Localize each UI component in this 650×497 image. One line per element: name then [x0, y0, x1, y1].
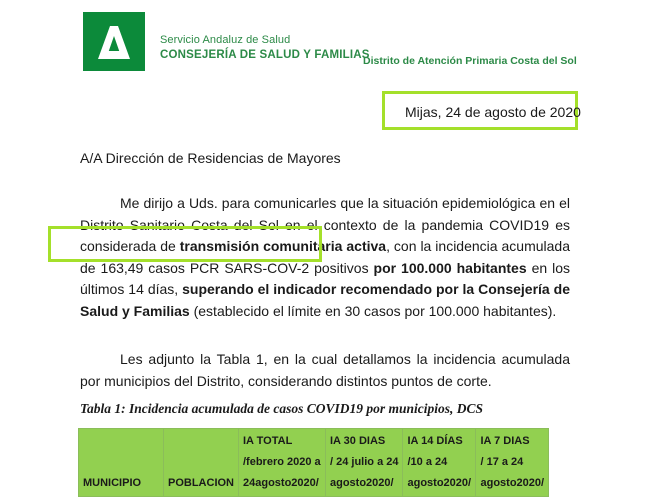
junta-andalucia-logo — [83, 12, 145, 71]
header-ia-30: IA 30 DIAS / 24 julio a 24 agosto2020/ — [326, 429, 403, 497]
logo-a-icon — [83, 12, 145, 71]
header-ia-total: IA TOTAL /febrero 2020 a 24agosto2020/ — [239, 429, 326, 497]
p1-text-2: , con la incidencia acumulada de 163,49 casos PCR SARS-COV-2 positivos — [80, 238, 570, 276]
table-header-row — [79, 429, 549, 497]
p1-text-4: (establecido el límite en 30 casos por 100.000 habitantes). — [189, 302, 557, 319]
p1-bold-3: superando el indicador recomendado por la Consejería de Salud y Familias — [80, 281, 570, 319]
p1-text-3: en los últimos 14 días, — [80, 259, 571, 297]
header-poblacion: POBLACION — [164, 429, 239, 497]
p1-bold-1: transmisión comunitaria activa — [179, 238, 387, 254]
header-ia-7: IA 7 DIAS / 17 a 24 agosto2020/ — [476, 429, 549, 497]
phrase-highlight-box — [48, 226, 322, 262]
p1-bold-2: por 100.000 habitantes — [373, 259, 527, 276]
district-name: Distrito de Atención Primaria Costa del Sol — [363, 55, 577, 67]
p1-text-1: Me dirijo a Uds. para comunicarles que la situación epidemiológica en el Distrito Sanitario Costa del Sol en el contexto de la pandemia COVID19 es considerada de — [80, 195, 570, 254]
header-ia-14: IA 14 DÍAS /10 a 24 agosto2020/ — [403, 429, 476, 497]
letter-addressee: A/A Dirección de Residencias de Mayores — [80, 150, 341, 166]
table-title: Tabla 1: Incidencia acumulada de casos COVID19 por municipios, DCS — [80, 401, 484, 416]
letter-date: Mijas, 24 de agosto de 2020 — [405, 104, 581, 120]
paragraph-2: Les adjunto la Tabla 1, en la cual detallamos la incidencia acumulada por municipios del Distrito, considerando distintos puntos de corte. — [80, 351, 570, 389]
header-municipio: MUNICIPIO — [79, 429, 164, 497]
org-name-line1: Servicio Andaluz de Salud — [160, 34, 291, 46]
org-name-line2: CONSEJERÍA DE SALUD Y FAMILIAS — [160, 49, 370, 61]
